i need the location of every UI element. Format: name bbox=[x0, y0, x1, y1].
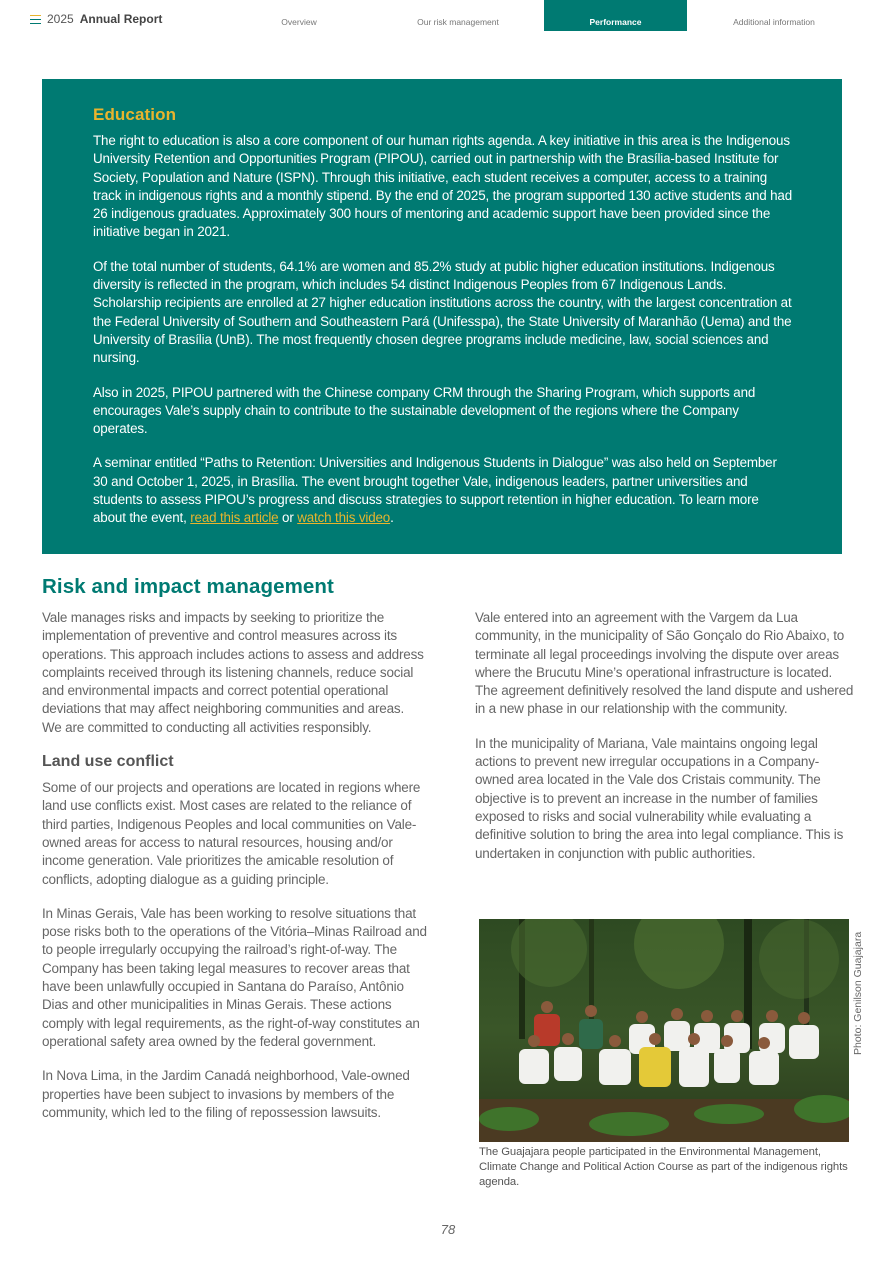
forest-group-photo-illustration bbox=[479, 919, 849, 1142]
left-column bbox=[42, 609, 427, 1138]
education-paragraph: Of the total number of students, 64.1% are women and 85.2% study at public higher education institutions. Indigenous diversity is reflected in the program, which includes 54 distinct Indigenous Peoples from 67 Indigenous Lands. Scholarship recipients are enrolled at 27 higher education institutions across the country, with the largest concentration at the Federal University of Southern and Southeastern Pará (Unifesspa), the State University of Maranhão (Uema) and the University of Brasília (UnB). The most frequently chosen degree programs include medicine, law, social sciences and nursing. bbox=[93, 258, 792, 366]
vargem-da-lua-paragraph: Vale entered into an agreement with the Vargem da Lua community, in the municipality of São Gonçalo do Rio Abaixo, to terminate all legal proceedings involving the dispute over areas where the Brucutu Mine’s operational infrastructure is located. The agreement definitively resolved the land dispute and ushered in a new phase in our relationship with the community. bbox=[475, 610, 854, 717]
hamburger-menu-icon[interactable] bbox=[30, 15, 41, 24]
education-paragraph: Also in 2025, PIPOU partnered with the Chinese company CRM through the Sharing Program, which supports and encourages Vale’s supply chain to contribute to the sustainable development of the regions where the Company operates. bbox=[93, 384, 756, 437]
read-article-link[interactable]: read this article bbox=[190, 510, 279, 526]
mariana-paragraph: In the municipality of Mariana, Vale maintains ongoing legal actions to prevent new irregular occupations in a Company-owned area located in the Vale dos Cristais community. The objective is to prevent an increase in the number of families exposed to risks and social vulnerability while evaluating a definitive solution to bring the area into legal compliance. This is undertaken in conjunction with public authorities. bbox=[475, 735, 844, 861]
photo-caption: The Guajajara people participated in the Environmental Management, Climate Change and Political Action Course as part of the indigenous rights agenda. bbox=[479, 1146, 848, 1188]
land-use-paragraph: In Nova Lima, in the Jardim Canadá neighborhood, Vale-owned properties have been subject to invasions by members of the community, which led to the filing of repossession lawsuits. bbox=[42, 1068, 410, 1120]
link-connector: or bbox=[278, 510, 298, 526]
tab-additional-information[interactable]: Additional information bbox=[733, 17, 815, 27]
tab-our-risk-management[interactable]: Our risk management bbox=[417, 17, 499, 27]
intro-paragraph: Vale manages risks and impacts by seeking to prioritize the implementation of preventive and control measures across its operations. This approach includes actions to assess and address complaints received through its listening channels, reduce social and environmental impacts and correct potential operational deviations that may affect neighboring communities and areas. We are committed to conducting all activities responsibly. bbox=[42, 610, 424, 735]
education-highlight-box bbox=[42, 79, 842, 554]
photo-credit: Photo: Genilson Guajajara bbox=[852, 931, 864, 1055]
education-paragraph-seminar bbox=[93, 454, 792, 527]
report-year: 2025 bbox=[47, 12, 74, 26]
land-use-paragraph: Some of our projects and operations are located in regions where land use conflicts exist. Most cases are related to the reliance of third parties, Indigenous Peoples and local communities on Vale-owned areas for access to natural resources, housing and/or income generation. Vale prioritizes the amicable resolution of conflicts, adopting dialogue as a guiding principle. bbox=[42, 780, 421, 887]
sentence-end: . bbox=[390, 510, 394, 526]
report-brand-menu[interactable] bbox=[30, 12, 162, 26]
tab-performance[interactable]: Performance bbox=[544, 0, 687, 31]
page-number: 78 bbox=[440, 1222, 456, 1237]
top-navigation bbox=[0, 0, 896, 40]
guajajara-group-photo bbox=[479, 919, 849, 1142]
watch-video-link[interactable]: watch this video bbox=[297, 510, 391, 526]
land-use-paragraph: In Minas Gerais, Vale has been working to resolve situations that pose risks both to the operations of the Vitória–Minas Railroad and to people irregularly occupying the railroad’s right-of-way. The Company has been taking legal measures to recover areas that have been unlawfully occupied in Santana do Paraíso, Antônio Dias and other municipalities in Minas Gerais. These actions comply with legal requirements, as the right-of-way constitutes an operational safety area owned by the federal government. bbox=[42, 905, 427, 1049]
education-heading: Education bbox=[93, 105, 177, 124]
report-title: Annual Report bbox=[79, 12, 163, 26]
land-use-heading: Land use conflict bbox=[42, 753, 174, 771]
right-column bbox=[475, 609, 857, 879]
tab-overview[interactable]: Overview bbox=[281, 17, 317, 27]
education-paragraph: The right to education is also a core component of our human rights agenda. A key initiative in this area is the Indigenous University Retention and Opportunities Program (PIPOU), carried out in partnership with the Brasília-based Institute for Society, Population and Nature (ISPN). Through this initiative, each student receives a computer, access to a training track in indigenous rights and a monthly stipend. By the end of 2025, the program supported 130 active students and had 26 indigenous graduates. Approximately 300 hours of mentoring and academic support have been provided since the initiative began in 2021. bbox=[93, 133, 793, 240]
seminar-text: A seminar entitled “Paths to Retention: Universities and Indigenous Students in Dialogue” was also held on September 30 and October 1, 2025, in Brasília. The event brought together Vale, indigenous leaders, partner universities and students to assess PIPOU’s progress and discuss strategies to support retention in higher education. To learn more about the event, bbox=[93, 455, 777, 526]
section-title: Risk and impact management bbox=[42, 575, 334, 598]
